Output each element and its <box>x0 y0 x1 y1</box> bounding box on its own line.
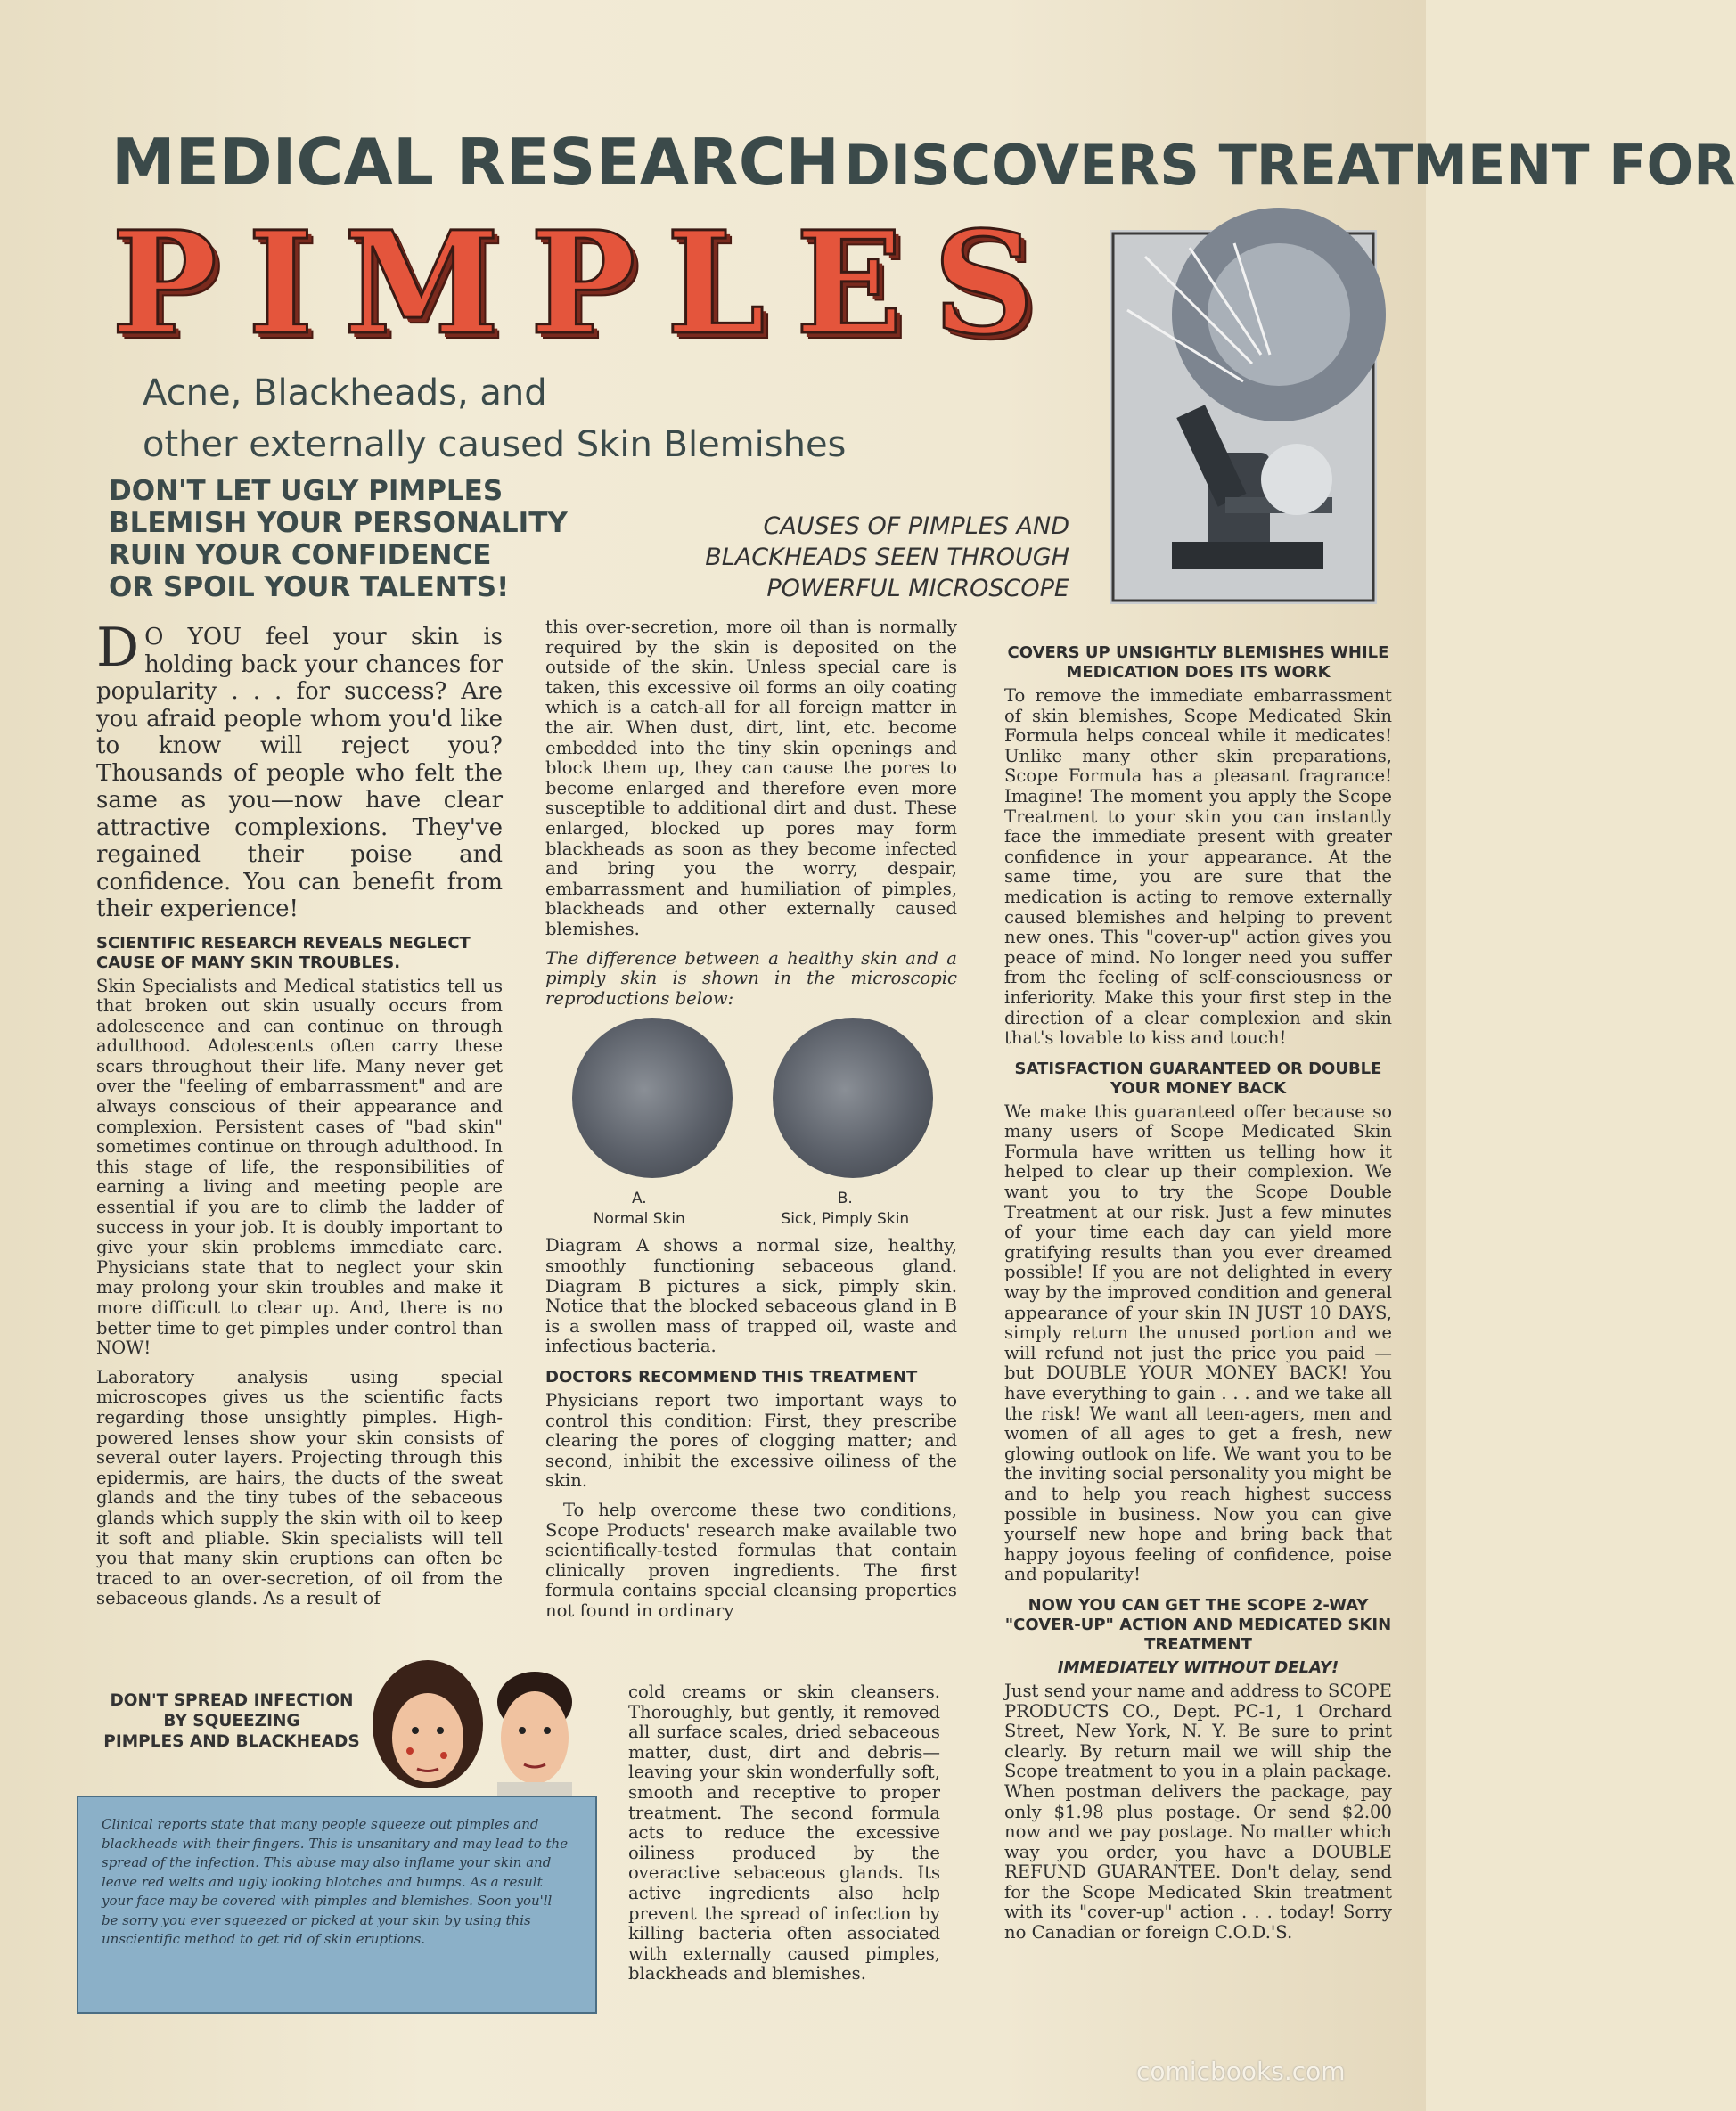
italic-note: The difference between a healthy skin and a pimply skin is shown in the microscopic reproductions below: <box>545 947 957 1009</box>
paragraph: this over-secretion, more oil than is normally required by the skin is deposited on the outside of the skin. Unless special care is taken, this excessive oil forms an oily coating which is a catch-all for all foreign matter in the air. When dust, dirt, lint, etc. become embedded into the tiny skin openings and block them up, they can cause the pores to become enlarged and therefore even more susceptible to additional dirt and dust. These enlarged, blocked up pores may form blackheads as soon as they become infected and bring you the worry, despair, embarrassment and humiliation of pimples, blackheads and other externally caused blemishes. <box>545 617 957 939</box>
caption-a-letter: A. <box>631 1190 647 1208</box>
diagram-b-pimply-skin <box>773 1018 933 1178</box>
caption-a <box>594 1189 685 1229</box>
causes-line3: POWERFUL MICROSCOPE <box>766 575 1069 602</box>
subtitle-line1: Acne, Blackheads, and <box>143 372 547 413</box>
microscope-illustration <box>1110 230 1377 604</box>
causes-heading <box>615 511 1069 604</box>
paragraph: Laboratory analysis using special microscopes gives us the scientific facts regarding those unsightly pimples. High-powered lenses show your skin consists of several outer layers. Projecting through this epidermis, are hairs, the ducts of the sweat glands and the tiny tubes of the sebaceous glands which supply the skin with oil to keep it soft and pliable. Skin specialists will tell you that many skin eruptions can often be traced to an over-secretion, of oil from the sebaceous glands. As a result of <box>96 1366 503 1609</box>
subtitle-line2: other externally caused Skin Blemishes <box>143 424 847 465</box>
section-heading: COVERS UP UNSIGHTLY BLEMISHES WHILE MEDICATION DOES ITS WORK <box>1007 643 1389 682</box>
spread-infection-heading <box>98 1690 365 1752</box>
dont-let-heading <box>109 475 608 603</box>
section-heading: DOCTORS RECOMMEND THIS TREATMENT <box>545 1368 918 1387</box>
paragraph: Physicians report two important ways to control this condition: First, they prescribe clearing the pores of clogging matter; and second, inhibit the excessive oiliness of the skin. <box>545 1390 957 1492</box>
title-pimples: PIMPLES <box>111 201 1066 366</box>
warning-box <box>77 1796 597 2014</box>
section-heading: SATISFACTION GUARANTEED OR DOUBLE YOUR MONEY BACK <box>1014 1059 1382 1098</box>
headline-part2: DISCOVERS TREATMENT FOR <box>844 133 1736 198</box>
paragraph: cold creams or skin cleansers. Thoroughly, but gently, it removed all surface scales, dried sebaceous matter, dust, dirt and debris—leaving your skin wonderfully soft, smooth and receptive to proper treatment. The second formula acts to reduce the excessive oiliness produced by the overactive sebaceous glands. Its active ingredients also help prevent the spread of infection by killing bacteria often associated with externally caused pimples, blackheads and blemishes. <box>628 1681 940 1984</box>
dont-line1: DON'T LET UGLY PIMPLES <box>109 475 504 507</box>
column-2-lower <box>628 1682 940 1993</box>
column-1 <box>96 617 503 1618</box>
causes-line2: BLACKHEADS SEEN THROUGH <box>705 544 1069 571</box>
dont-line2: BLEMISH YOUR PERSONALITY <box>109 507 568 539</box>
diagram-captions <box>545 1189 957 1229</box>
caption-b-letter: B. <box>837 1190 853 1208</box>
paragraph: To remove the immediate embarrassment of skin blemishes, Scope Medicated Skin Formula helps conceal while it medicates! Unlike many other skin preparations, Scope Formula has a pleasant fragrance! Imagine! The moment you apply the Scope Treatment to your skin you can instantly face the immediate present with greater confidence in your appearance. At the same time, you are sure that the medication is acting to remove externally caused blemishes and helping to prevent new ones. This "cover-up" action gives you peace of mind. No longer need you suffer from the feeling of self-consciousness or inferiority. Make this your first step in the direction of a clear complexion and skin that's lovable to kiss and touch! <box>1004 685 1392 1049</box>
caption-b-text: Sick, Pimply Skin <box>781 1209 910 1228</box>
section-subheading: IMMEDIATELY WITHOUT DELAY! <box>1057 1657 1339 1677</box>
column-3 <box>1004 633 1392 1952</box>
intro-paragraph: O YOU feel your skin is holding back your chances for popularity . . . for success? Are you afraid people whom you'd like to know will reject you? Thousands of people who felt the same as you—now have clear attractive complexions. They've regained their poise and confidence. You can benefit from their experience! <box>96 624 503 922</box>
paragraph: Skin Specialists and Medical statistics tell us that broken out skin usually occurs from adolescence and can continue on through adulthood. Adolescents often carry these scars throughout their life. Many never get over the "feeling of embarrassment" and are always conscious of their appearance and complexion. Persistent cases of "bad skin" sometimes continue on through adulthood. In this stage of life, the responsibilities of earning a living and meeting people are essential if you are to climb the ladder of success in your job. It is doubly important to give your skin problems immediate care. Physicians state that to neglect your skin may prolong your skin troubles and make it more difficult to clear up. And, there is no better time to get pimples under control than NOW! <box>96 975 503 1359</box>
subtitle <box>143 367 1078 470</box>
spread-line3: PIMPLES AND BLACKHEADS <box>103 1732 360 1751</box>
column-2 <box>545 618 957 1631</box>
caption-b <box>781 1189 909 1229</box>
headline-part1: MEDICAL RESEARCH <box>111 125 839 200</box>
caption-a-text: Normal Skin <box>593 1209 685 1228</box>
section-heading: NOW YOU CAN GET THE SCOPE 2-WAY "COVER-UP" ACTION AND MEDICATED SKIN TREATMENT <box>1004 1595 1392 1654</box>
dont-line4: OR SPOIL YOUR TALENTS! <box>109 571 510 603</box>
paragraph: Just send your name and address to SCOPE PRODUCTS CO., Dept. PC-1, 1 Orchard Street, New York, N. Y. Be sure to print clearly. By return mail we will ship the Scope treatment to you in a plain package. When postman delivers the package, pay only $1.98 plus postage. Or send $2.00 now and we pay postage. No matter which way you order, you have a DOUBLE REFUND GUARANTEE. Don't delay, send for the Scope Medicated Skin treatment with its "cover-up" action . . . today! Sorry no Canadian or foreign C.O.D.'S. <box>1004 1680 1392 1943</box>
spread-line2: BY SQUEEZING <box>163 1712 300 1731</box>
paragraph: To help overcome these two conditions, Scope Products' research make available two scientifically-tested formulas that contain clinically proven ingredients. The first formula contains special cleansing properties not found in ordinary <box>545 1500 957 1621</box>
section-heading: SCIENTIFIC RESEARCH REVEALS NEGLECT CAUSE OF MANY SKIN TROUBLES. <box>96 933 471 972</box>
microscope-diagrams <box>545 1018 957 1183</box>
headline <box>111 125 1736 200</box>
causes-line1: CAUSES OF PIMPLES AND <box>763 512 1069 540</box>
paragraph: Diagram A shows a normal size, healthy, smoothly functioning sebaceous gland. Diagram B pictures a sick, pimply skin. Notice that the blocked sebaceous gland in B is a swollen mass of trapped oil, waste and infectious bacteria. <box>545 1235 957 1357</box>
diagram-a-normal-skin <box>572 1018 733 1178</box>
warning-text: Clinical reports state that many people squeeze out pimples and blackheads with their fingers. This is unsanitary and may lead to the spread of the infection. This abuse may also inflame your skin and leave red welts and ugly looking blotches and bumps. As a result your face may be covered with pimples and blemishes. Soon you'll be sorry you ever squeezed or picked at your skin by using this unscientific method to get rid of skin eruptions. <box>102 1816 569 1947</box>
paragraph: We make this guaranteed offer because so many users of Scope Medicated Skin Formula have written us telling how it helped to clear up their complexion. We want you to try the Scope Double Treatment at our risk. Just a few minutes of your time each day can yield more gratifying results than you ever dreamed possible! If you are not delighted in every way by the improved condition and general appearance of your skin IN JUST 10 DAYS, simply return the unused portion and we will refund not just the price you paid — but DOUBLE YOUR MONEY BACK! You have everything to gain . . . and we take all the risk! We want all teen-agers, men and women of all ages to get a fresh, new glowing outlook on life. We want you to be the inviting social personality you might be and to help you reach highest success possible in business. Now you can give yourself new hope and bring back that happy joyous feeling of confidence, poise and popularity! <box>1004 1101 1392 1585</box>
watermark: comicbooks.com <box>1136 2057 1346 2086</box>
drop-cap: D <box>96 617 140 679</box>
faces-illustration <box>356 1649 606 1809</box>
spread-line1: DON'T SPREAD INFECTION <box>110 1691 354 1710</box>
dont-line3: RUIN YOUR CONFIDENCE <box>109 539 492 571</box>
